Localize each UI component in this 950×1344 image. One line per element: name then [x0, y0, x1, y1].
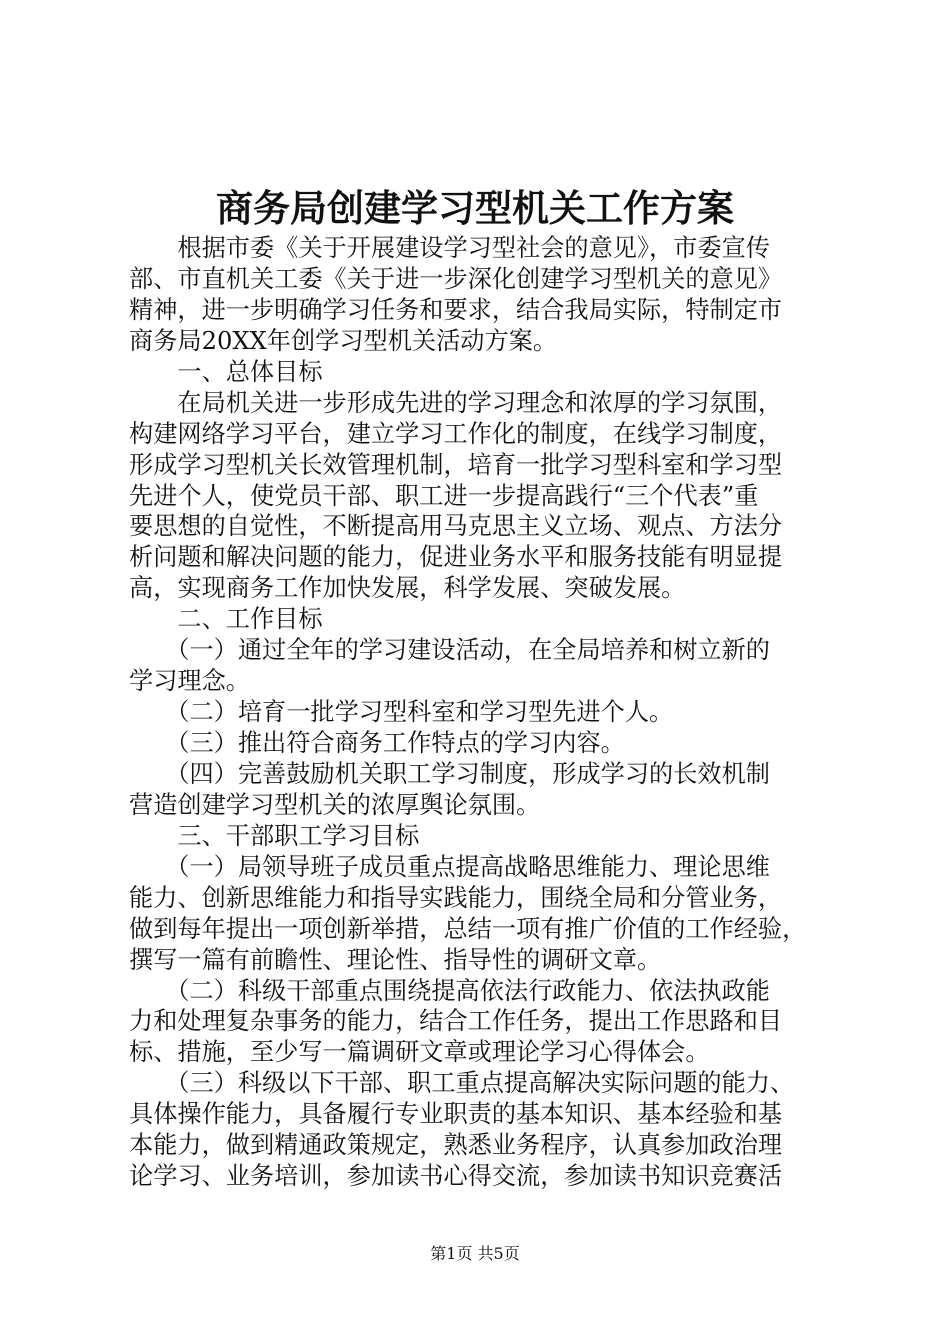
- body-line: 构建网络学习平台，建立学习工作化的制度，在线学习制度，: [129, 419, 783, 448]
- section-heading-3: 三、干部职工学习目标: [129, 821, 420, 850]
- section-heading-2: 二、工作目标: [129, 605, 323, 634]
- body-line: 能力、创新思维能力和指导实践能力，围绕全局和分管业务，: [129, 883, 783, 912]
- body-line: 具体操作能力，具备履行专业职责的基本知识、基本经验和基: [129, 1100, 783, 1129]
- body-line: 先进个人，使党员干部、职工进一步提高践行“三个代表”重: [129, 481, 759, 510]
- body-line: 商务局20XX年创学习型机关活动方案。: [129, 326, 558, 355]
- body-line: （三）科级以下干部、职工重点提高解决实际问题的能力、: [129, 1069, 795, 1098]
- body-line: 高，实现商务工作加快发展，科学发展、突破发展。: [129, 574, 686, 603]
- document-title: 商务局创建学习型机关工作方案: [216, 186, 734, 230]
- body-line: 形成学习型机关长效管理机制，培育一批学习型科室和学习型: [129, 450, 783, 479]
- body-line: 部、市直机关工委《关于进一步深化创建学习型机关的意见》: [129, 264, 783, 293]
- body-line: 撰写一篇有前瞻性、理论性、指导性的调研文章。: [129, 945, 662, 974]
- document-body: [129, 233, 839, 1192]
- body-line: 做到每年提出一项创新举措，总结一项有推广价值的工作经验，: [129, 914, 807, 943]
- page-footer: 第1页 共5页: [430, 1244, 520, 1263]
- body-line: 本能力，做到精通政策规定，熟悉业务程序，认真参加政治理: [129, 1131, 783, 1160]
- section-heading-1: 一、总体目标: [129, 357, 323, 386]
- body-line: （二）培育一批学习型科室和学习型先进个人。: [129, 698, 674, 727]
- body-line: 标、措施，至少写一篇调研文章或理论学习心得体会。: [129, 1038, 710, 1067]
- body-line: 要思想的自觉性，不断提高用马克思主义立场、观点、方法分: [129, 512, 783, 541]
- body-line: 精神，进一步明确学习任务和要求，结合我局实际，特制定市: [129, 295, 783, 324]
- body-line: 论学习、业务培训，参加读书心得交流，参加读书知识竞赛活: [129, 1162, 783, 1191]
- body-line: （一）局领导班子成员重点提高战略思维能力、理论思维: [129, 852, 770, 881]
- body-line: 学习理念。: [129, 667, 250, 696]
- body-line: （二）科级干部重点围绕提高依法行政能力、依法执政能: [129, 976, 770, 1005]
- body-line: （一）通过全年的学习建设活动，在全局培养和树立新的: [129, 636, 770, 665]
- body-line: 析问题和解决问题的能力，促进业务水平和服务技能有明显提: [129, 543, 783, 572]
- body-line: （四）完善鼓励机关职工学习制度，形成学习的长效机制: [129, 759, 770, 788]
- body-line: 根据市委《关于开展建设学习型社会的意见》，市委宣传: [129, 234, 770, 262]
- body-line: 在局机关进一步形成先进的学习理念和浓厚的学习氛围，: [129, 388, 783, 417]
- body-line: 力和处理复杂事务的能力，结合工作任务，提出工作思路和目: [129, 1007, 783, 1036]
- body-line: 营造创建学习型机关的浓厚舆论氛围。: [129, 790, 541, 819]
- body-line: （三）推出符合商务工作特点的学习内容。: [129, 729, 625, 757]
